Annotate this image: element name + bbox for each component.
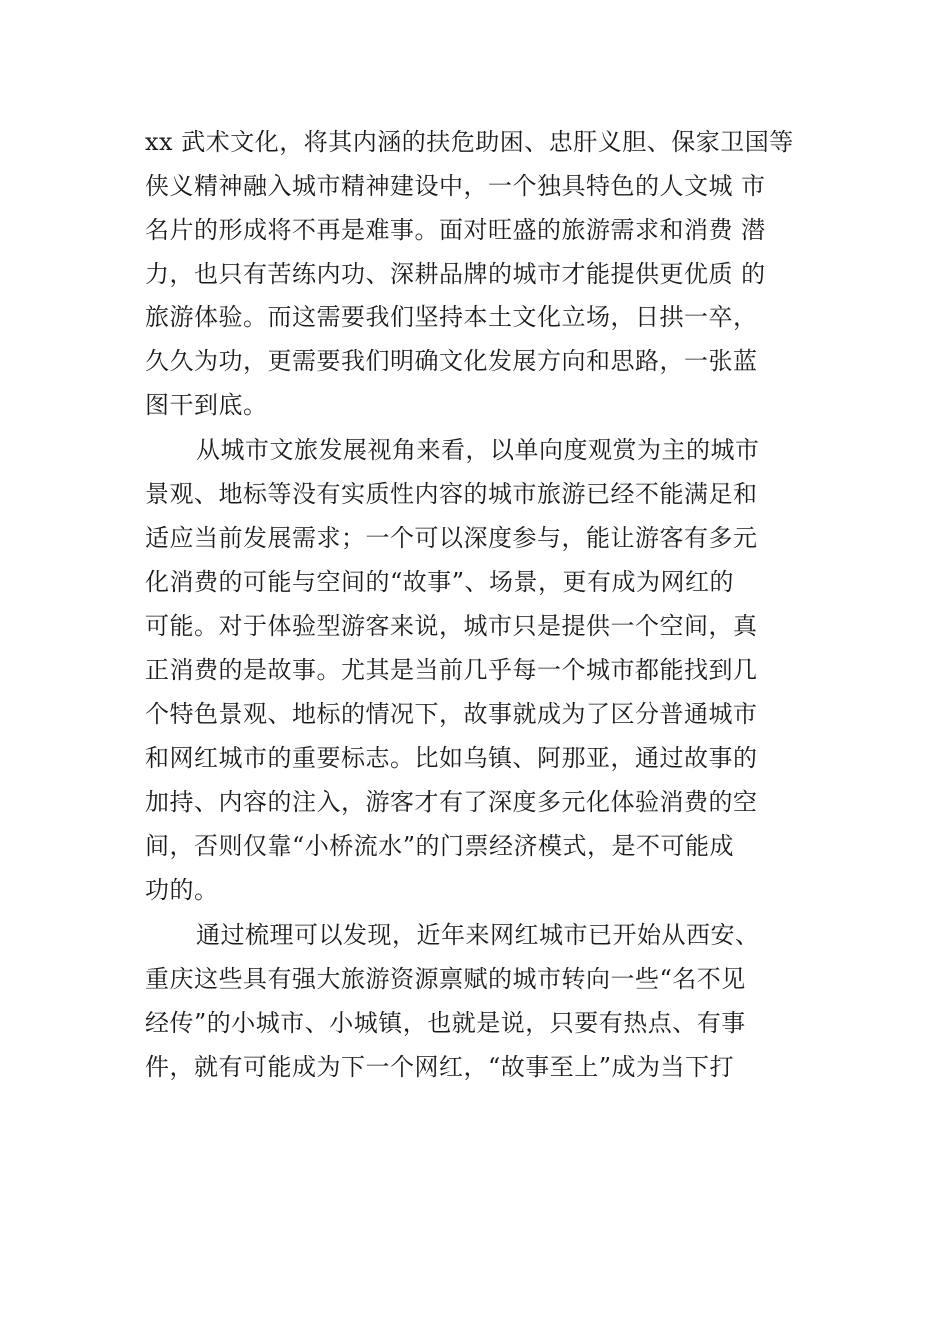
text-line: 力，也只有苦练内功、深耕品牌的城市才能提供更优质 的 [145,260,766,288]
text-line: 从城市文旅发展视角来看，以单向度观赏为主的城市 [196,436,760,464]
text-line: 件，就有可能成为下一个网红，“故事至上”成为当下打 [145,1053,735,1081]
text-line: 功的。 [145,876,219,904]
text-line: 图干到底。 [145,391,268,419]
text-line: xx 武术文化，将其内涵的扶危助困、忠肝义胆、保家卫国等 [145,128,794,156]
text-line: 经传”的小城市、小城镇，也就是说，只要有热点、有事 [145,1009,746,1037]
text-line: 化消费的可能与空间的“故事”、场景，更有成为网红的 [145,568,735,596]
text-line: 重庆这些具有强大旅游资源禀赋的城市转向一些“名不见 [145,965,746,993]
text-line: 适应当前发展需求；一个可以深度参与，能让游客有多元 [145,524,758,552]
text-line: 景观、地标等没有实质性内容的城市旅游已经不能满足和 [145,480,758,508]
text-line: 个特色景观、地标的情况下，故事就成为了区分普通城市 [145,700,758,728]
text-line: 可能。对于体验型游客来说，城市只是提供一个空间，真 [145,612,758,640]
text-line: 正消费的是故事。尤其是当前几乎每一个城市都能找到几 [145,656,758,684]
text-line: 侠义精神融入城市精神建设中，一个独具特色的人文城 市 [145,172,766,200]
text-line: 旅游体验。而这需要我们坚持本土文化立场，日拱一卒， [145,303,758,331]
text-line: 间，否则仅靠“小桥流水”的门票经济模式，是不可能成 [145,832,735,860]
text-line: 通过梳理可以发现，近年来网红城市已开始从西安、 [196,921,760,949]
text-line: 和网红城市的重要标志。比如乌镇、阿那亚，通过故事的 [145,744,758,772]
text-line: 加持、内容的注入，游客才有了深度多元化体验消费的空 [145,788,758,816]
text-line: 名片的形成将不再是难事。面对旺盛的旅游需求和消费 潜 [145,216,766,244]
text-line: 久久为功，更需要我们明确文化发展方向和思路，一张蓝 [145,347,758,375]
